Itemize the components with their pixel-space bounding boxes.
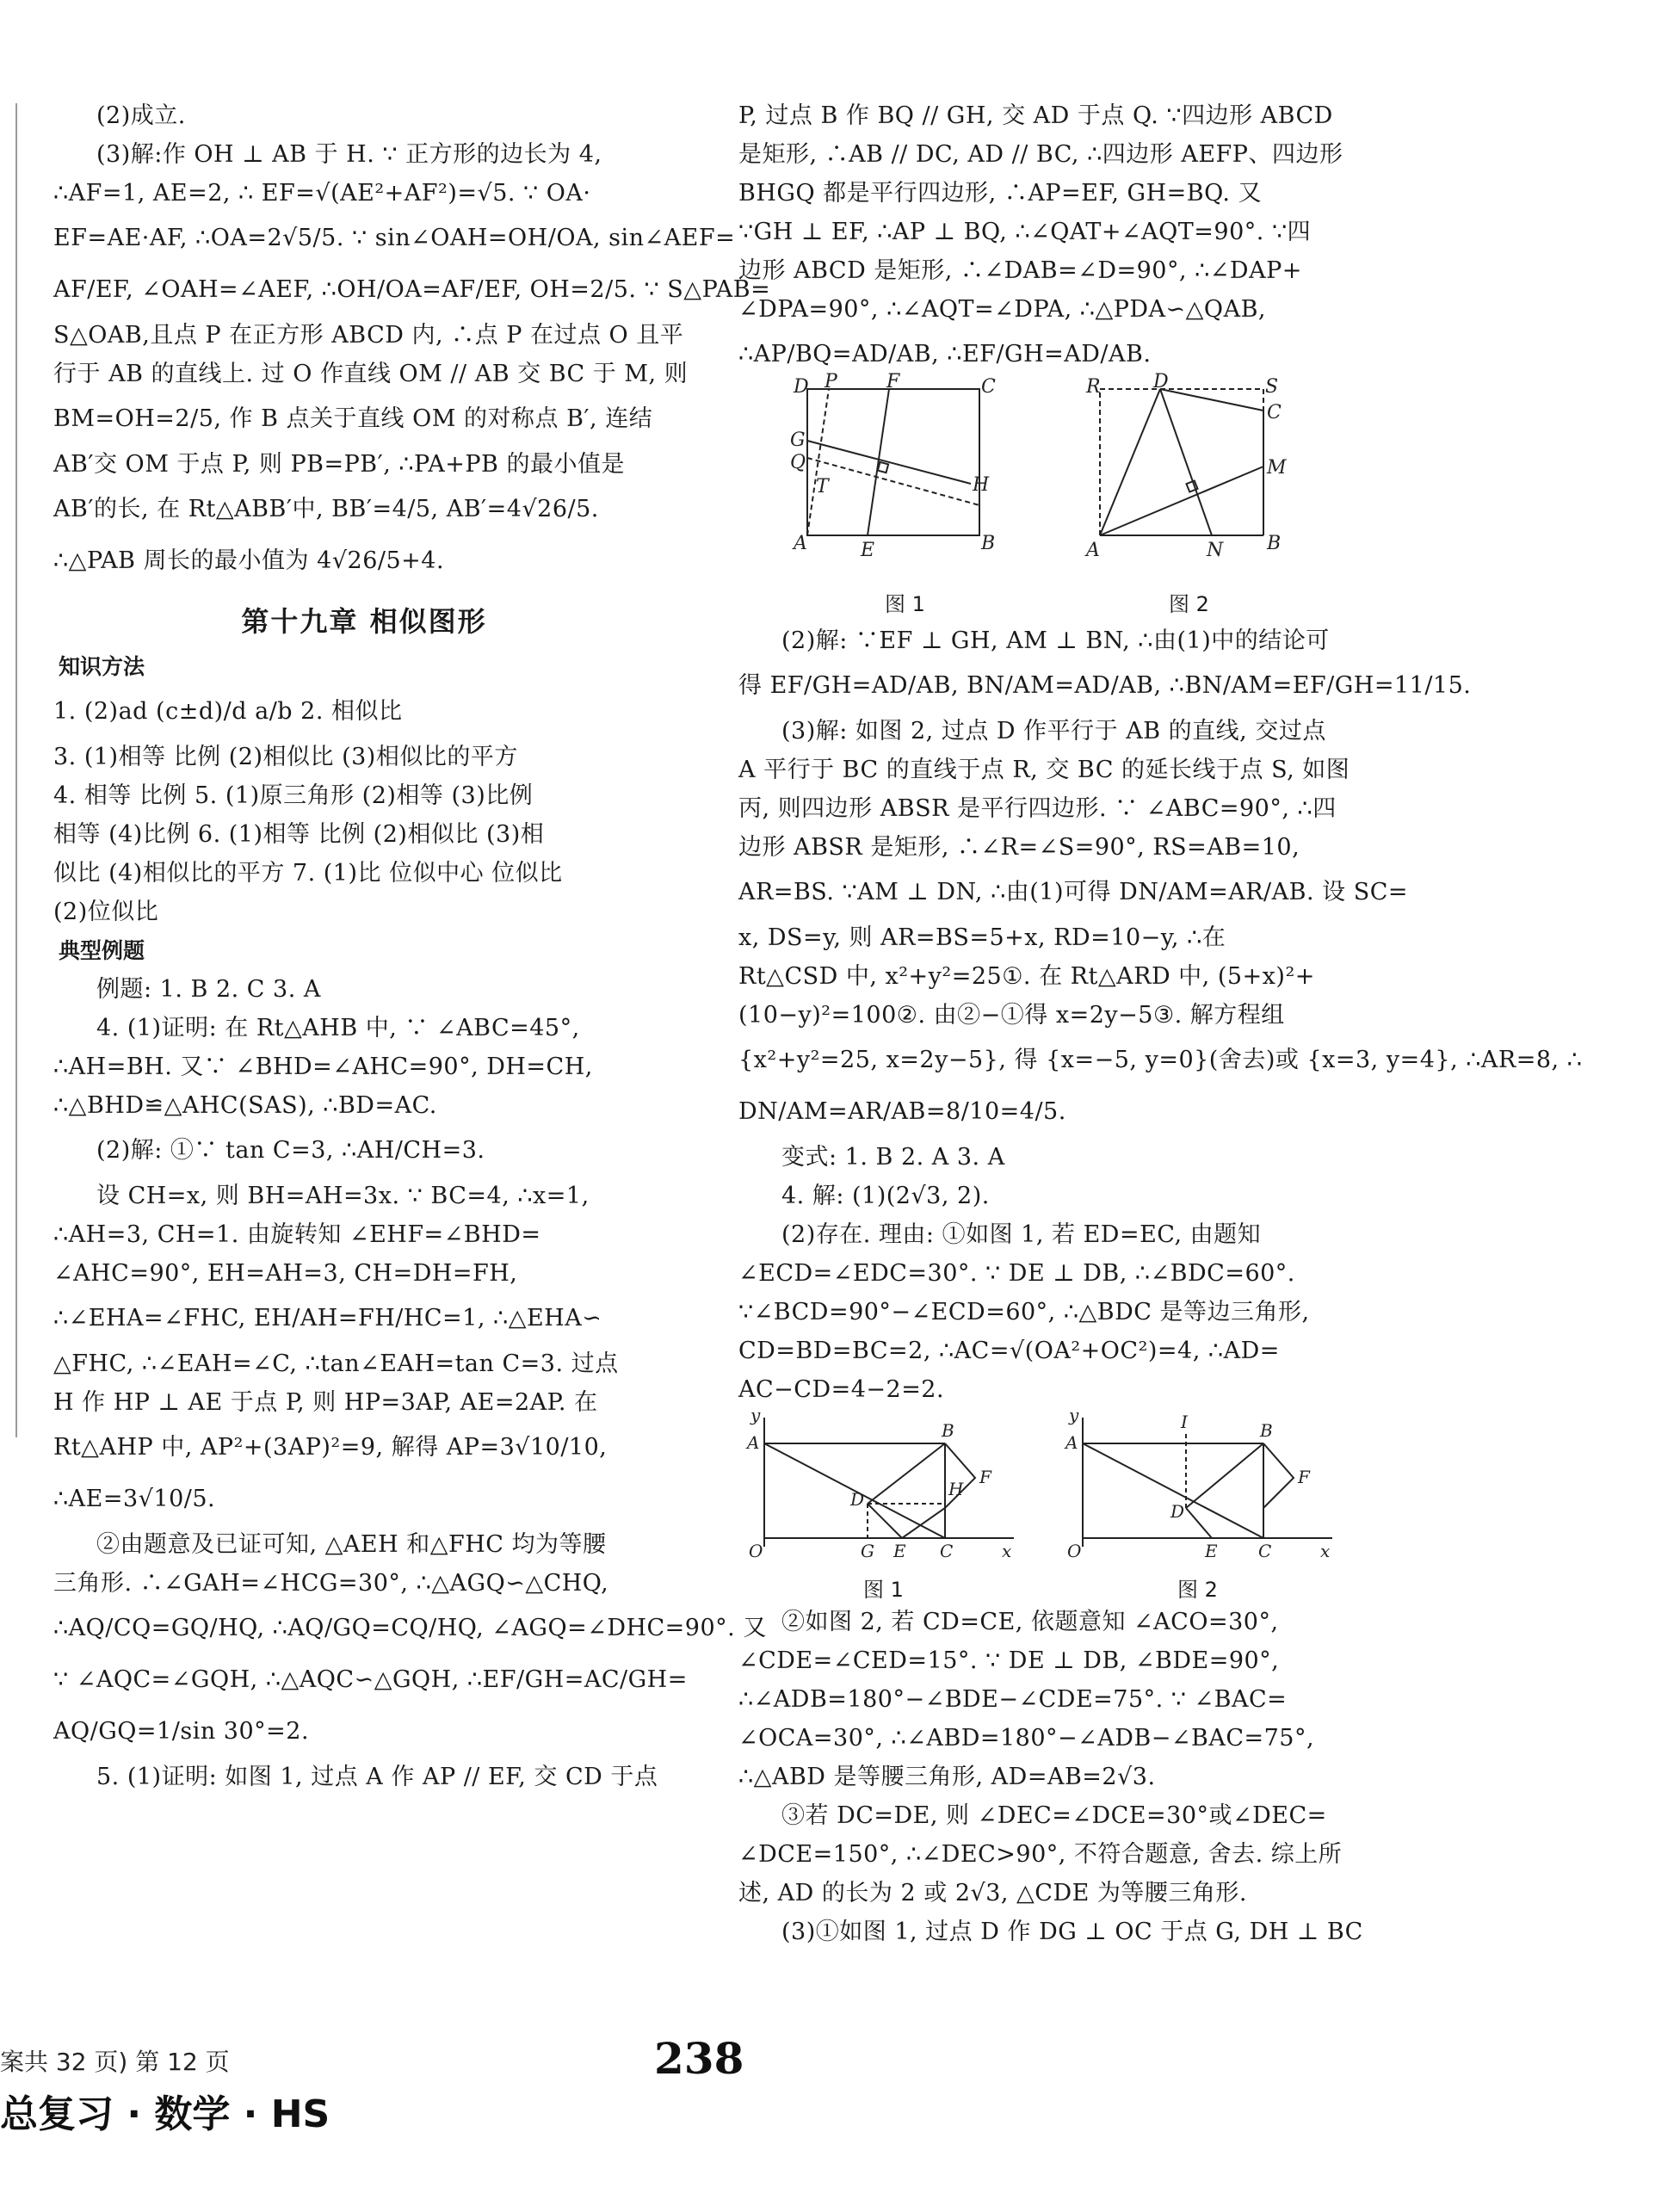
figure-row-coordinates bbox=[738, 1405, 1360, 1603]
fig-label: C bbox=[981, 376, 996, 398]
text-line: ∴∠ADB=180°−∠BDE−∠CDE=75°. ∵ ∠BAC= bbox=[738, 1686, 1288, 1713]
text-line: H 作 HP ⊥ AE 于点 P, 则 HP=3AP, AE=2AP. 在 bbox=[53, 1389, 598, 1416]
footer-page-info: 案共 32 页) 第 12 页 bbox=[0, 2048, 230, 2076]
fig-label: M bbox=[1267, 457, 1287, 479]
text-line: ∠DCE=150°, ∴∠DEC>90°, 不符合题意, 舍去. 综上所 bbox=[738, 1841, 1343, 1868]
text-line: 边形 ABCD 是矩形, ∴∠DAB=∠D=90°, ∴∠DAP+ bbox=[738, 257, 1302, 284]
text-line: ∴AH=3, CH=1. 由旋转知 ∠EHF=∠BHD= bbox=[53, 1221, 541, 1248]
text-line: AB′交 OM 于点 P, 则 PB=PB′, ∴PA+PB 的最小值是 bbox=[53, 451, 625, 478]
fig-label: I bbox=[1181, 1412, 1188, 1432]
section-heading: 典型例题 bbox=[59, 938, 145, 963]
left-column bbox=[53, 96, 771, 1796]
text-line: 三角形. ∴∠GAH=∠HCG=30°, ∴△AGQ∽△CHQ, bbox=[53, 1570, 609, 1597]
fig-label: H bbox=[973, 474, 990, 496]
text-line: 是矩形, ∴AB // DC, AD // BC, ∴四边形 AEFP、四边形 bbox=[738, 141, 1343, 168]
text-line: BHGQ 都是平行四边形, ∴AP=EF, GH=BQ. 又 bbox=[738, 180, 1263, 207]
fig-label: B bbox=[1260, 1420, 1273, 1441]
fig-label: E bbox=[893, 1541, 906, 1561]
text-line: (3)解:作 OH ⊥ AB 于 H. ∵ 正方形的边长为 4, bbox=[96, 141, 602, 168]
fig-label: C bbox=[940, 1541, 954, 1561]
fig-label: T bbox=[816, 476, 829, 497]
text-line: (10−y)²=100②. 由②−①得 x=2y−5③. 解方程组 bbox=[738, 1002, 1285, 1029]
line-bq bbox=[807, 458, 979, 505]
text-line: AB′的长, 在 Rt△ABB′中, BB′=4/5, AB′=4√26/5. bbox=[53, 496, 599, 522]
text-line: ∵GH ⊥ EF, ∴AP ⊥ BQ, ∴∠QAT+∠AQT=90°. ∵四 bbox=[738, 219, 1312, 245]
fig-label: P bbox=[825, 371, 837, 392]
text-line: 相等 (4)比例 6. (1)相等 比例 (2)相似比 (3)相 bbox=[53, 821, 545, 848]
text-line: A 平行于 BC 的直线于点 R, 交 BC 的延长线于点 S, 如图 bbox=[738, 757, 1350, 783]
fig-label: G bbox=[790, 429, 806, 451]
text-line: 4. 解: (1)(2√3, 2). bbox=[781, 1183, 990, 1209]
fig-label: N bbox=[1207, 540, 1224, 561]
fig-label: F bbox=[886, 371, 900, 392]
fig-label: C bbox=[1267, 402, 1282, 423]
fig-label: B bbox=[942, 1420, 954, 1441]
text-line: 丙, 则四边形 ABSR 是平行四边形. ∵ ∠ABC=90°, ∴四 bbox=[738, 795, 1337, 822]
fig-label: A bbox=[1086, 540, 1100, 561]
figure-caption: 图 1 bbox=[863, 1578, 904, 1602]
figure-2-rectangle bbox=[1083, 371, 1289, 587]
fig-label: H bbox=[948, 1479, 964, 1499]
fig-label: E bbox=[1205, 1541, 1218, 1561]
text-line: 5. (1)证明: 如图 1, 过点 A 作 AP // EF, 交 CD 于点 bbox=[96, 1764, 658, 1790]
text-line: 似比 (4)相似比的平方 7. (1)比 位似中心 位似比 bbox=[53, 860, 563, 887]
text-line: (2)解: ∵EF ⊥ GH, AM ⊥ BN, ∴由(1)中的结论可 bbox=[781, 627, 1330, 654]
text-line: Rt△CSD 中, x²+y²=25①. 在 Rt△ARD 中, (5+x)²+ bbox=[738, 963, 1315, 990]
text-line: ②由题意及已证可知, △AEH 和△FHC 均为等腰 bbox=[96, 1531, 607, 1558]
text-line: P, 过点 B 作 BQ // GH, 交 AD 于点 Q. ∵四边形 ABCD bbox=[738, 102, 1333, 129]
text-line: ∴△BHD≌△AHC(SAS), ∴BD=AC. bbox=[53, 1092, 437, 1119]
text-line: 设 CH=x, 则 BH=AH=3x. ∵ BC=4, ∴x=1, bbox=[96, 1183, 590, 1209]
section-heading: 知识方法 bbox=[59, 654, 145, 679]
text-line: ∠ECD=∠EDC=30°. ∵ DE ⊥ DB, ∴∠BDC=60°. bbox=[738, 1260, 1295, 1287]
text-line: ∴△ABD 是等腰三角形, AD=AB=2√3. bbox=[738, 1764, 1156, 1790]
text-line: 例题: 1. B 2. C 3. A bbox=[96, 976, 321, 1003]
line-bfe bbox=[902, 1443, 975, 1538]
fig-label: D bbox=[794, 376, 809, 398]
text-line: ∵ ∠AQC=∠GQH, ∴△AQC∽△GQH, ∴EF/GH=AC/GH= bbox=[53, 1666, 688, 1693]
figure-caption: 图 1 bbox=[885, 592, 925, 616]
text-line: 3. (1)相等 比例 (2)相似比 (3)相似比的平方 bbox=[53, 744, 518, 770]
figure-2-coordinate bbox=[1057, 1405, 1341, 1573]
line-dc bbox=[1160, 389, 1263, 411]
fig-label: S bbox=[1265, 376, 1279, 398]
text-line: 4. (1)证明: 在 Rt△AHB 中, ∵ ∠ABC=45°, bbox=[96, 1015, 580, 1041]
text-line: (2)存在. 理由: ①如图 1, 若 ED=EC, 由题知 bbox=[781, 1221, 1262, 1248]
text-line: BM=OH=2/5, 作 B 点关于直线 OM 的对称点 B′, 连结 bbox=[53, 405, 653, 432]
figure-caption: 图 2 bbox=[1177, 1578, 1218, 1602]
text-line: ∴∠EHA=∠FHC, EH/AH=FH/HC=1, ∴△EHA∽ bbox=[53, 1305, 602, 1332]
figure-1-rectangle bbox=[790, 371, 997, 587]
text-line: ∴AH=BH. 又∵ ∠BHD=∠AHC=90°, DH=CH, bbox=[53, 1054, 593, 1080]
line-de bbox=[868, 1504, 902, 1538]
rect-abcd bbox=[807, 389, 979, 535]
figure-row-rectangles bbox=[738, 371, 1360, 621]
text-line: ∴AP/BQ=AD/AB, ∴EF/GH=AD/AB. bbox=[738, 341, 1152, 368]
text-line: {x²+y²=25, x=2y−5}, 得 {x=−5, y=0}(舍去)或 {x=3, y=4}, ∴AR=8, ∴ bbox=[738, 1047, 1583, 1073]
right-angle-mark bbox=[878, 462, 888, 473]
fig-label: G bbox=[861, 1541, 874, 1561]
fig-label: B bbox=[1267, 533, 1282, 554]
fig-label: D bbox=[1153, 371, 1169, 392]
text-line: (2)解: ①∵ tan C=3, ∴AH/CH=3. bbox=[96, 1137, 485, 1164]
line-bd bbox=[1186, 1443, 1263, 1508]
text-line: S△OAB,且点 P 在正方形 ABCD 内, ∴点 P 在过点 O 且平 bbox=[53, 322, 684, 349]
fig-label: O bbox=[1067, 1541, 1082, 1561]
text-line: (3)①如图 1, 过点 D 作 DG ⊥ OC 于点 G, DH ⊥ BC bbox=[781, 1919, 1363, 1945]
fig-label: A bbox=[794, 533, 807, 554]
text-line: ∠CDE=∠CED=15°. ∵ DE ⊥ DB, ∠BDE=90°, bbox=[738, 1647, 1280, 1674]
text-line: 行于 AB 的直线上. 过 O 作直线 OM // AB 交 BC 于 M, 则 bbox=[53, 361, 689, 387]
text-line: 变式: 1. B 2. A 3. A bbox=[781, 1144, 1005, 1171]
line-de bbox=[1186, 1508, 1212, 1538]
fig-label: C bbox=[1258, 1541, 1272, 1561]
text-line: 得 EF/GH=AD/AB, BN/AM=AD/AB, ∴BN/AM=EF/GH=11/15. bbox=[738, 672, 1472, 699]
text-line: CD=BD=BC=2, ∴AC=√(OA²+OC²)=4, ∴AD= bbox=[738, 1338, 1280, 1364]
rect-abs-r bbox=[1100, 389, 1263, 535]
text-line: △FHC, ∴∠EAH=∠C, ∴tan∠EAH=tan C=3. 过点 bbox=[53, 1350, 619, 1377]
text-line: (2)成立. bbox=[96, 102, 186, 129]
text-line: Rt△AHP 中, AP²+(3AP)²=9, 解得 AP=3√10/10, bbox=[53, 1434, 608, 1461]
text-line: ②如图 2, 若 CD=CE, 依题意知 ∠ACO=30°, bbox=[781, 1609, 1279, 1635]
text-line: (3)解: 如图 2, 过点 D 作平行于 AB 的直线, 交过点 bbox=[781, 718, 1326, 745]
fig-label: B bbox=[981, 533, 996, 554]
text-line: AR=BS. ∵AM ⊥ DN, ∴由(1)可得 DN/AM=AR/AB. 设 SC= bbox=[738, 879, 1409, 905]
fig-label: y bbox=[1069, 1405, 1079, 1425]
fig-label: E bbox=[861, 540, 875, 561]
text-line: AQ/GQ=1/sin 30°=2. bbox=[53, 1718, 310, 1745]
page-number: 238 bbox=[654, 2033, 744, 2084]
text-line: ∵∠BCD=90°−∠ECD=60°, ∴△BDC 是等边三角形, bbox=[738, 1299, 1310, 1326]
book-title: 总复习 · 数学 · HS bbox=[0, 2092, 330, 2136]
text-line: ∴AQ/CQ=GQ/HQ, ∴AQ/GQ=CQ/HQ, ∠AGQ=∠DHC=90°. 又 bbox=[53, 1615, 767, 1641]
text-line: ∴△PAB 周长的最小值为 4√26/5+4. bbox=[53, 547, 445, 574]
right-column bbox=[738, 96, 1583, 1951]
text-line: ∴AF=1, AE=2, ∴ EF=√(AE²+AF²)=√5. ∵ OA· bbox=[53, 180, 591, 207]
text-line: 4. 相等 比例 5. (1)原三角形 (2)相等 (3)比例 bbox=[53, 782, 534, 809]
text-line: DN/AM=AR/AB=8/10=4/5. bbox=[738, 1098, 1066, 1125]
fig-label: A bbox=[747, 1432, 760, 1453]
text-line: ③若 DC=DE, 则 ∠DEC=∠DCE=30°或∠DEC= bbox=[781, 1802, 1327, 1829]
text-line: 述, AD 的长为 2 或 2√3, △CDE 为等腰三角形. bbox=[738, 1880, 1247, 1906]
fig-label: O bbox=[749, 1541, 763, 1561]
text-line: ∠OCA=30°, ∴∠ABD=180°−∠ADB−∠BAC=75°, bbox=[738, 1725, 1315, 1752]
text-line: 边形 ABSR 是矩形, ∴∠R=∠S=90°, RS=AB=10, bbox=[738, 834, 1300, 861]
line-dn bbox=[1160, 389, 1212, 535]
fig-label: y bbox=[750, 1405, 761, 1425]
fig-label: A bbox=[1065, 1432, 1078, 1453]
fig-label: F bbox=[1298, 1467, 1310, 1487]
fig-label: D bbox=[850, 1489, 865, 1510]
text-line: EF=AE·AF, ∴OA=2√5/5. ∵ sin∠OAH=OH/OA, sin∠AEF= bbox=[53, 225, 736, 251]
text-line: AF/EF, ∠OAH=∠AEF, ∴OH/OA=AF/EF, OH=2/5. ∵ S△PAB= bbox=[53, 276, 771, 303]
figure-1-coordinate bbox=[738, 1405, 1022, 1573]
line-bd bbox=[868, 1443, 945, 1504]
text-line: (2)位似比 bbox=[53, 899, 159, 925]
text-line: ∴AE=3√10/5. bbox=[53, 1486, 216, 1512]
figure-caption: 图 2 bbox=[1169, 592, 1209, 616]
text-line: x, DS=y, 则 AR=BS=5+x, RD=10−y, ∴在 bbox=[738, 924, 1226, 951]
fig-label: x bbox=[1002, 1541, 1012, 1561]
right-angle-mark bbox=[1186, 480, 1197, 491]
text-line: ∠AHC=90°, EH=AH=3, CH=DH=FH, bbox=[53, 1260, 518, 1287]
text-line: 1. (2)ad (c±d)/d a/b 2. 相似比 bbox=[53, 698, 403, 725]
line-bfc bbox=[1263, 1443, 1294, 1508]
text-line: ∠DPA=90°, ∴∠AQT=∠DPA, ∴△PDA∽△QAB, bbox=[738, 296, 1266, 323]
text-line: AC−CD=4−2=2. bbox=[738, 1376, 945, 1403]
fig-label: x bbox=[1320, 1541, 1331, 1561]
margin-line bbox=[15, 103, 17, 1437]
fig-label: D bbox=[1170, 1501, 1185, 1522]
fig-label: Q bbox=[790, 452, 806, 473]
line-gh bbox=[807, 441, 971, 484]
line-ac bbox=[1083, 1443, 1263, 1538]
chapter-title: 第十九章 相似图形 bbox=[241, 605, 487, 638]
fig-label: F bbox=[979, 1467, 991, 1487]
fig-label: R bbox=[1086, 376, 1101, 398]
